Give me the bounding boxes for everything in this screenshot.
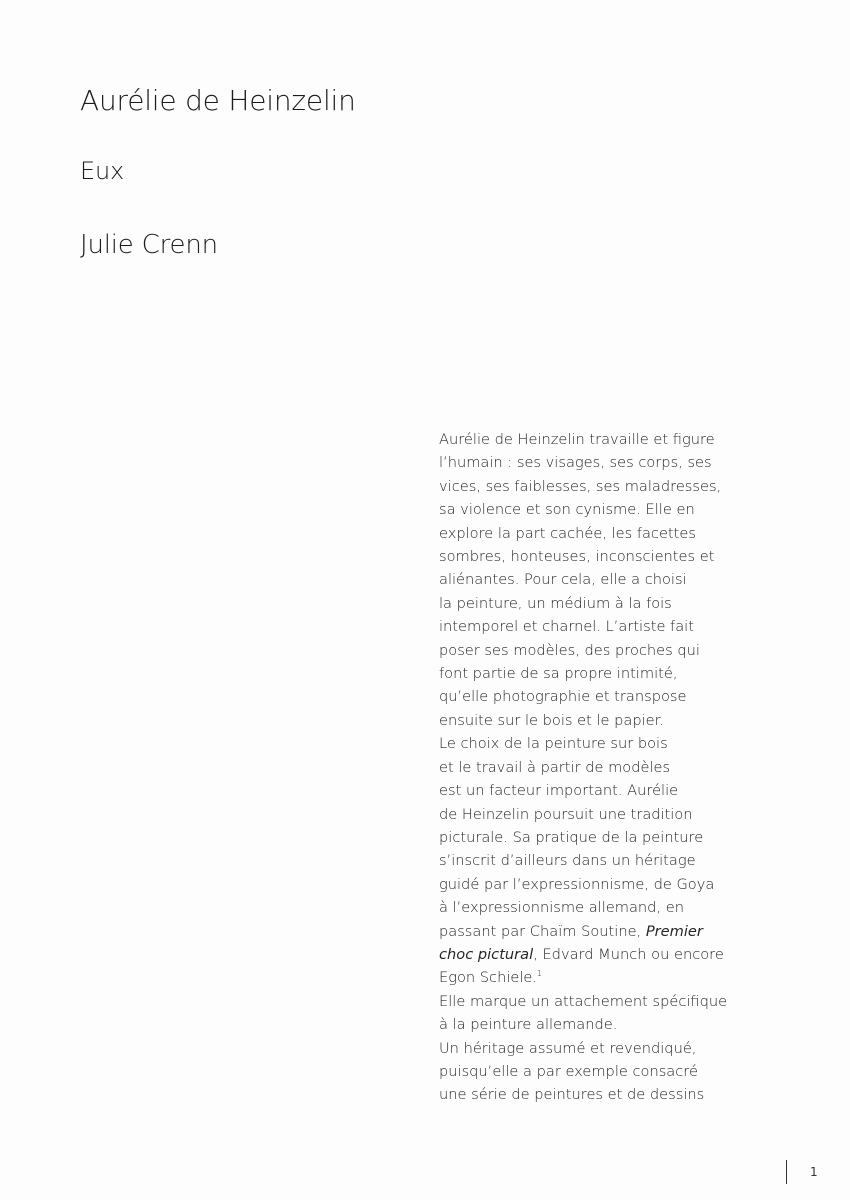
text-line: Un héritage assumé et revendiqué, (439, 1039, 697, 1057)
page-title: Aurélie de Heinzelin (80, 84, 356, 117)
text-line: picturale. Sa pratique de la peinture (439, 828, 704, 846)
text-segment: , Edvard Munch ou encore (533, 945, 724, 963)
text-line: intemporel et charnel. L’artiste fait (439, 618, 694, 636)
text-line: Aurélie de Heinzelin travaille et figure (439, 431, 715, 448)
text-line (439, 943, 779, 966)
text-line: aliénantes. Pour cela, elle a choisi (439, 571, 687, 589)
text-line: sombres, honteuses, inconscientes et (439, 548, 715, 566)
text-line: vices, ses faiblesses, ses maladresses, (439, 477, 722, 495)
text-segment: Egon Schiele. (439, 969, 538, 987)
text-line: s’inscrit d’ailleurs dans un héritage (439, 852, 696, 870)
text-line: à l’expressionnisme allemand, en (439, 899, 684, 917)
text-line: est un facteur important. Aurélie (439, 782, 679, 800)
text-segment: passant par Chaïm Soutine, (439, 922, 642, 940)
text-line: guidé par l’expressionnisme, de Goya (439, 875, 715, 893)
text-line: explore la part cachée, les facettes (439, 524, 696, 542)
footnote-marker: 1 (537, 969, 543, 979)
text-line (439, 920, 779, 943)
body-paragraph (439, 428, 779, 1107)
page-folio (786, 1160, 818, 1184)
text-line: et le travail à partir de modèles (439, 758, 671, 776)
text-line (439, 966, 779, 989)
text-line: font partie de sa propre intimité, (439, 665, 678, 683)
author-name: Julie Crenn (80, 230, 218, 260)
italic-work-title: Premier (645, 922, 703, 940)
text-line: poser ses modèles, des proches qui (439, 641, 700, 659)
text-line: Le choix de la peinture sur bois (439, 735, 668, 753)
text-line: à la peinture allemande. (439, 1016, 618, 1034)
folio-divider (786, 1160, 787, 1184)
text-line: Elle marque un attachement spécifique (439, 992, 728, 1010)
page-subtitle: Eux (80, 157, 124, 185)
text-line: sa violence et son cynisme. Elle en (439, 501, 695, 519)
text-line: puisqu’elle a par exemple consacré (439, 1062, 698, 1080)
page-number: 1 (810, 1165, 818, 1179)
text-line: ensuite sur le bois et le papier. (439, 711, 664, 729)
text-line: la peinture, un médium à la fois (439, 594, 672, 612)
text-line: l’humain : ses visages, ses corps, ses (439, 454, 712, 472)
text-line: de Heinzelin poursuit une tradition (439, 805, 693, 823)
italic-work-title: choc pictural (439, 945, 534, 963)
text-line: une série de peintures et de dessins (439, 1086, 705, 1104)
text-line: qu’elle photographie et transpose (439, 688, 687, 706)
